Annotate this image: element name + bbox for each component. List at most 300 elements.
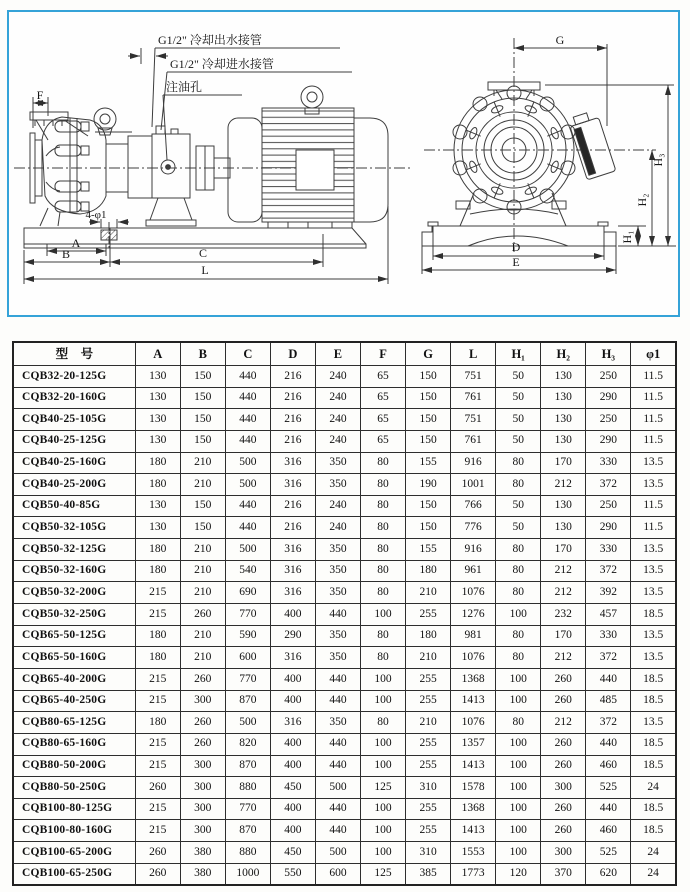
value-cell: 440 <box>315 820 360 842</box>
value-cell: 130 <box>541 387 586 409</box>
value-cell: 150 <box>180 387 225 409</box>
value-cell: 540 <box>225 560 270 582</box>
value-cell: 65 <box>360 387 405 409</box>
value-cell: 620 <box>586 863 631 885</box>
value-cell: 1368 <box>451 668 496 690</box>
value-cell: 215 <box>135 798 180 820</box>
value-cell: 100 <box>360 668 405 690</box>
table-row <box>13 690 676 712</box>
value-cell: 210 <box>180 582 225 604</box>
value-cell: 316 <box>270 712 315 734</box>
value-cell: 1368 <box>451 798 496 820</box>
value-cell: 130 <box>541 409 586 431</box>
column-header: C <box>225 342 270 366</box>
value-cell: 1773 <box>451 863 496 885</box>
value-cell: 1000 <box>225 863 270 885</box>
bolt-holes-label: 4-φ1 <box>85 209 107 221</box>
column-header: L <box>451 342 496 366</box>
value-cell: 150 <box>180 495 225 517</box>
value-cell: 690 <box>225 582 270 604</box>
value-cell: 212 <box>541 712 586 734</box>
value-cell: 100 <box>360 798 405 820</box>
value-cell: 100 <box>360 604 405 626</box>
value-cell: 255 <box>406 798 451 820</box>
value-cell: 316 <box>270 452 315 474</box>
table-row <box>13 777 676 799</box>
model-cell: CQB50-40-85G <box>13 495 135 517</box>
value-cell: 500 <box>225 474 270 496</box>
value-cell: 210 <box>180 647 225 669</box>
motor-foot <box>268 222 288 228</box>
value-cell: 761 <box>451 430 496 452</box>
value-cell: 80 <box>496 474 541 496</box>
column-header: E <box>315 342 360 366</box>
value-cell: 100 <box>360 733 405 755</box>
value-cell: 500 <box>315 842 360 864</box>
value-cell: 290 <box>586 517 631 539</box>
value-cell: 65 <box>360 409 405 431</box>
value-cell: 440 <box>315 690 360 712</box>
table-row <box>13 647 676 669</box>
table-row <box>13 842 676 864</box>
value-cell: 870 <box>225 755 270 777</box>
value-cell: 500 <box>225 539 270 561</box>
value-cell: 210 <box>180 625 225 647</box>
value-cell: 761 <box>451 387 496 409</box>
value-cell: 460 <box>586 820 631 842</box>
value-cell: 50 <box>496 517 541 539</box>
value-cell: 216 <box>270 409 315 431</box>
value-cell: 372 <box>586 647 631 669</box>
table-row <box>13 517 676 539</box>
value-cell: 180 <box>135 647 180 669</box>
value-cell: 100 <box>496 690 541 712</box>
bedplate-pad <box>288 222 308 228</box>
value-cell: 1076 <box>451 582 496 604</box>
value-cell: 13.5 <box>631 539 676 561</box>
model-cell: CQB80-50-250G <box>13 777 135 799</box>
column-header: H₃ <box>586 342 631 366</box>
value-cell: 260 <box>135 777 180 799</box>
value-cell: 13.5 <box>631 560 676 582</box>
value-cell: 450 <box>270 842 315 864</box>
value-cell: 130 <box>135 495 180 517</box>
motor-rear-bell <box>354 118 388 222</box>
table-row <box>13 625 676 647</box>
dim-label-h2: H₂ <box>635 193 649 207</box>
value-cell: 372 <box>586 712 631 734</box>
value-cell: 350 <box>315 625 360 647</box>
value-cell: 300 <box>180 755 225 777</box>
value-cell: 240 <box>315 430 360 452</box>
value-cell: 13.5 <box>631 582 676 604</box>
value-cell: 820 <box>225 733 270 755</box>
value-cell: 1076 <box>451 647 496 669</box>
value-cell: 50 <box>496 366 541 388</box>
value-cell: 80 <box>496 560 541 582</box>
value-cell: 65 <box>360 430 405 452</box>
value-cell: 155 <box>406 539 451 561</box>
value-cell: 380 <box>180 842 225 864</box>
value-cell: 130 <box>541 517 586 539</box>
model-cell: CQB50-32-125G <box>13 539 135 561</box>
value-cell: 330 <box>586 452 631 474</box>
value-cell: 80 <box>496 452 541 474</box>
value-cell: 216 <box>270 495 315 517</box>
value-cell: 525 <box>586 842 631 864</box>
value-cell: 13.5 <box>631 452 676 474</box>
oil-hole-label: 注油孔 <box>166 80 203 94</box>
model-cell: CQB32-20-160G <box>13 387 135 409</box>
dim-label-h3: H₃ <box>651 153 665 167</box>
value-cell: 170 <box>541 452 586 474</box>
table-row <box>13 409 676 431</box>
value-cell: 485 <box>586 690 631 712</box>
dim-label-l: L <box>201 263 209 277</box>
column-header: φ1 <box>631 342 676 366</box>
model-cell: CQB100-80-125G <box>13 798 135 820</box>
value-cell: 212 <box>541 474 586 496</box>
value-cell: 125 <box>360 777 405 799</box>
dim-label-f: F <box>36 88 44 102</box>
value-cell: 130 <box>135 430 180 452</box>
value-cell: 180 <box>135 452 180 474</box>
value-cell: 500 <box>225 712 270 734</box>
value-cell: 80 <box>360 625 405 647</box>
value-cell: 255 <box>406 690 451 712</box>
value-cell: 80 <box>360 647 405 669</box>
front-view <box>422 38 676 274</box>
value-cell: 300 <box>180 798 225 820</box>
cooling-inlet-label: G1/2" 冷却进水接管 <box>170 57 274 71</box>
value-cell: 215 <box>135 668 180 690</box>
model-cell: CQB100-65-250G <box>13 863 135 885</box>
value-cell: 316 <box>270 539 315 561</box>
value-cell: 150 <box>406 387 451 409</box>
value-cell: 776 <box>451 517 496 539</box>
value-cell: 400 <box>270 668 315 690</box>
value-cell: 11.5 <box>631 409 676 431</box>
table-row <box>13 755 676 777</box>
value-cell: 150 <box>180 409 225 431</box>
value-cell: 80 <box>360 517 405 539</box>
value-cell: 216 <box>270 387 315 409</box>
value-cell: 290 <box>586 387 631 409</box>
value-cell: 260 <box>180 604 225 626</box>
value-cell: 961 <box>451 560 496 582</box>
value-cell: 18.5 <box>631 755 676 777</box>
value-cell: 500 <box>315 777 360 799</box>
value-cell: 440 <box>225 495 270 517</box>
value-cell: 316 <box>270 474 315 496</box>
value-cell: 255 <box>406 820 451 842</box>
table-row <box>13 582 676 604</box>
value-cell: 1413 <box>451 690 496 712</box>
value-cell: 18.5 <box>631 668 676 690</box>
value-cell: 316 <box>270 647 315 669</box>
model-cell: CQB65-50-160G <box>13 647 135 669</box>
table-row <box>13 452 676 474</box>
value-cell: 130 <box>135 387 180 409</box>
value-cell: 80 <box>496 539 541 561</box>
value-cell: 1357 <box>451 733 496 755</box>
value-cell: 80 <box>360 712 405 734</box>
value-cell: 170 <box>541 539 586 561</box>
value-cell: 770 <box>225 798 270 820</box>
value-cell: 450 <box>270 777 315 799</box>
value-cell: 18.5 <box>631 820 676 842</box>
value-cell: 370 <box>541 863 586 885</box>
value-cell: 130 <box>135 366 180 388</box>
model-cell: CQB50-32-160G <box>13 560 135 582</box>
value-cell: 250 <box>586 495 631 517</box>
model-cell: CQB50-32-250G <box>13 604 135 626</box>
value-cell: 215 <box>135 582 180 604</box>
value-cell: 1553 <box>451 842 496 864</box>
value-cell: 100 <box>496 755 541 777</box>
table-row <box>13 733 676 755</box>
table-row <box>13 560 676 582</box>
value-cell: 260 <box>135 842 180 864</box>
value-cell: 100 <box>496 777 541 799</box>
value-cell: 350 <box>315 712 360 734</box>
value-cell: 300 <box>180 777 225 799</box>
value-cell: 300 <box>180 690 225 712</box>
value-cell: 13.5 <box>631 712 676 734</box>
value-cell: 260 <box>180 733 225 755</box>
value-cell: 770 <box>225 668 270 690</box>
value-cell: 150 <box>180 366 225 388</box>
value-cell: 766 <box>451 495 496 517</box>
value-cell: 400 <box>270 798 315 820</box>
model-cell: CQB80-65-125G <box>13 712 135 734</box>
value-cell: 330 <box>586 539 631 561</box>
model-cell: CQB40-25-160G <box>13 452 135 474</box>
value-cell: 216 <box>270 517 315 539</box>
value-cell: 50 <box>496 430 541 452</box>
model-cell: CQB32-20-125G <box>13 366 135 388</box>
value-cell: 457 <box>586 604 631 626</box>
value-cell: 232 <box>541 604 586 626</box>
table-row <box>13 863 676 885</box>
value-cell: 150 <box>406 409 451 431</box>
value-cell: 880 <box>225 842 270 864</box>
value-cell: 180 <box>135 560 180 582</box>
value-cell: 600 <box>315 863 360 885</box>
value-cell: 870 <box>225 820 270 842</box>
value-cell: 500 <box>225 452 270 474</box>
value-cell: 751 <box>451 366 496 388</box>
value-cell: 400 <box>270 820 315 842</box>
value-cell: 1413 <box>451 755 496 777</box>
value-cell: 300 <box>541 842 586 864</box>
value-cell: 300 <box>541 777 586 799</box>
value-cell: 751 <box>451 409 496 431</box>
column-header: D <box>270 342 315 366</box>
value-cell: 190 <box>406 474 451 496</box>
value-cell: 150 <box>180 430 225 452</box>
value-cell: 11.5 <box>631 387 676 409</box>
value-cell: 350 <box>315 647 360 669</box>
value-cell: 1413 <box>451 820 496 842</box>
value-cell: 260 <box>541 755 586 777</box>
value-cell: 400 <box>270 755 315 777</box>
value-cell: 215 <box>135 820 180 842</box>
value-cell: 100 <box>360 755 405 777</box>
value-cell: 440 <box>225 409 270 431</box>
value-cell: 870 <box>225 690 270 712</box>
column-header: H₁ <box>496 342 541 366</box>
value-cell: 100 <box>496 820 541 842</box>
value-cell: 372 <box>586 474 631 496</box>
value-cell: 80 <box>496 582 541 604</box>
table-row <box>13 820 676 842</box>
value-cell: 210 <box>406 647 451 669</box>
value-cell: 180 <box>406 560 451 582</box>
value-cell: 260 <box>180 668 225 690</box>
value-cell: 180 <box>135 474 180 496</box>
dimensions-table <box>12 341 677 886</box>
value-cell: 316 <box>270 582 315 604</box>
value-cell: 65 <box>360 366 405 388</box>
model-cell: CQB100-65-200G <box>13 842 135 864</box>
value-cell: 80 <box>496 625 541 647</box>
value-cell: 80 <box>360 495 405 517</box>
value-cell: 392 <box>586 582 631 604</box>
model-cell: CQB50-32-105G <box>13 517 135 539</box>
value-cell: 385 <box>406 863 451 885</box>
value-cell: 400 <box>270 690 315 712</box>
value-cell: 215 <box>135 755 180 777</box>
value-cell: 260 <box>135 863 180 885</box>
value-cell: 1076 <box>451 712 496 734</box>
table-row <box>13 798 676 820</box>
value-cell: 130 <box>541 366 586 388</box>
value-cell: 180 <box>406 625 451 647</box>
model-cell: CQB65-40-250G <box>13 690 135 712</box>
value-cell: 210 <box>180 560 225 582</box>
value-cell: 310 <box>406 777 451 799</box>
bracket <box>128 136 152 198</box>
value-cell: 525 <box>586 777 631 799</box>
table-row <box>13 604 676 626</box>
value-cell: 11.5 <box>631 366 676 388</box>
table-row <box>13 474 676 496</box>
value-cell: 290 <box>586 430 631 452</box>
value-cell: 80 <box>360 452 405 474</box>
value-cell: 130 <box>541 430 586 452</box>
value-cell: 150 <box>406 517 451 539</box>
value-cell: 440 <box>315 755 360 777</box>
cooling-pipe-connection <box>156 126 165 134</box>
value-cell: 18.5 <box>631 798 676 820</box>
value-cell: 11.5 <box>631 517 676 539</box>
dim-label-h1: H₁ <box>620 230 634 244</box>
column-header: 型 号 <box>13 342 135 366</box>
discharge-flange <box>30 112 68 120</box>
value-cell: 600 <box>225 647 270 669</box>
motor-foot <box>332 222 352 228</box>
value-cell: 290 <box>270 625 315 647</box>
value-cell: 350 <box>315 452 360 474</box>
value-cell: 80 <box>496 712 541 734</box>
table-row <box>13 668 676 690</box>
dim-label-e: E <box>512 255 520 269</box>
value-cell: 210 <box>406 712 451 734</box>
value-cell: 13.5 <box>631 647 676 669</box>
value-cell: 210 <box>180 474 225 496</box>
column-header: H₂ <box>541 342 586 366</box>
value-cell: 380 <box>180 863 225 885</box>
value-cell: 100 <box>496 604 541 626</box>
value-cell: 240 <box>315 387 360 409</box>
value-cell: 260 <box>541 733 586 755</box>
value-cell: 212 <box>541 560 586 582</box>
column-header: F <box>360 342 405 366</box>
model-cell: CQB50-32-200G <box>13 582 135 604</box>
value-cell: 125 <box>360 863 405 885</box>
column-header: B <box>180 342 225 366</box>
value-cell: 550 <box>270 863 315 885</box>
value-cell: 100 <box>360 690 405 712</box>
value-cell: 180 <box>135 712 180 734</box>
value-cell: 212 <box>541 582 586 604</box>
value-cell: 50 <box>496 387 541 409</box>
value-cell: 350 <box>315 560 360 582</box>
value-cell: 440 <box>315 733 360 755</box>
value-cell: 24 <box>631 842 676 864</box>
value-cell: 215 <box>135 690 180 712</box>
value-cell: 1578 <box>451 777 496 799</box>
model-cell: CQB65-40-200G <box>13 668 135 690</box>
model-cell: CQB80-50-200G <box>13 755 135 777</box>
value-cell: 150 <box>180 517 225 539</box>
value-cell: 440 <box>315 604 360 626</box>
model-cell: CQB100-80-160G <box>13 820 135 842</box>
value-cell: 350 <box>315 539 360 561</box>
value-cell: 180 <box>135 625 180 647</box>
value-cell: 440 <box>315 798 360 820</box>
value-cell: 255 <box>406 604 451 626</box>
model-cell: CQB40-25-105G <box>13 409 135 431</box>
value-cell: 350 <box>315 474 360 496</box>
value-cell: 1001 <box>451 474 496 496</box>
value-cell: 100 <box>496 798 541 820</box>
value-cell: 400 <box>270 733 315 755</box>
motor-front-bell <box>228 118 262 222</box>
value-cell: 255 <box>406 733 451 755</box>
value-cell: 255 <box>406 668 451 690</box>
value-cell: 240 <box>315 517 360 539</box>
value-cell: 80 <box>360 560 405 582</box>
value-cell: 13.5 <box>631 474 676 496</box>
motor-nameplate <box>296 150 334 190</box>
value-cell: 400 <box>270 604 315 626</box>
table-row <box>13 539 676 561</box>
value-cell: 240 <box>315 366 360 388</box>
value-cell: 240 <box>315 495 360 517</box>
value-cell: 216 <box>270 366 315 388</box>
value-cell: 440 <box>225 430 270 452</box>
value-cell: 216 <box>270 430 315 452</box>
value-cell: 440 <box>586 733 631 755</box>
value-cell: 150 <box>406 366 451 388</box>
value-cell: 80 <box>360 474 405 496</box>
value-cell: 440 <box>586 798 631 820</box>
value-cell: 150 <box>406 495 451 517</box>
value-cell: 250 <box>586 409 631 431</box>
value-cell: 180 <box>135 539 180 561</box>
